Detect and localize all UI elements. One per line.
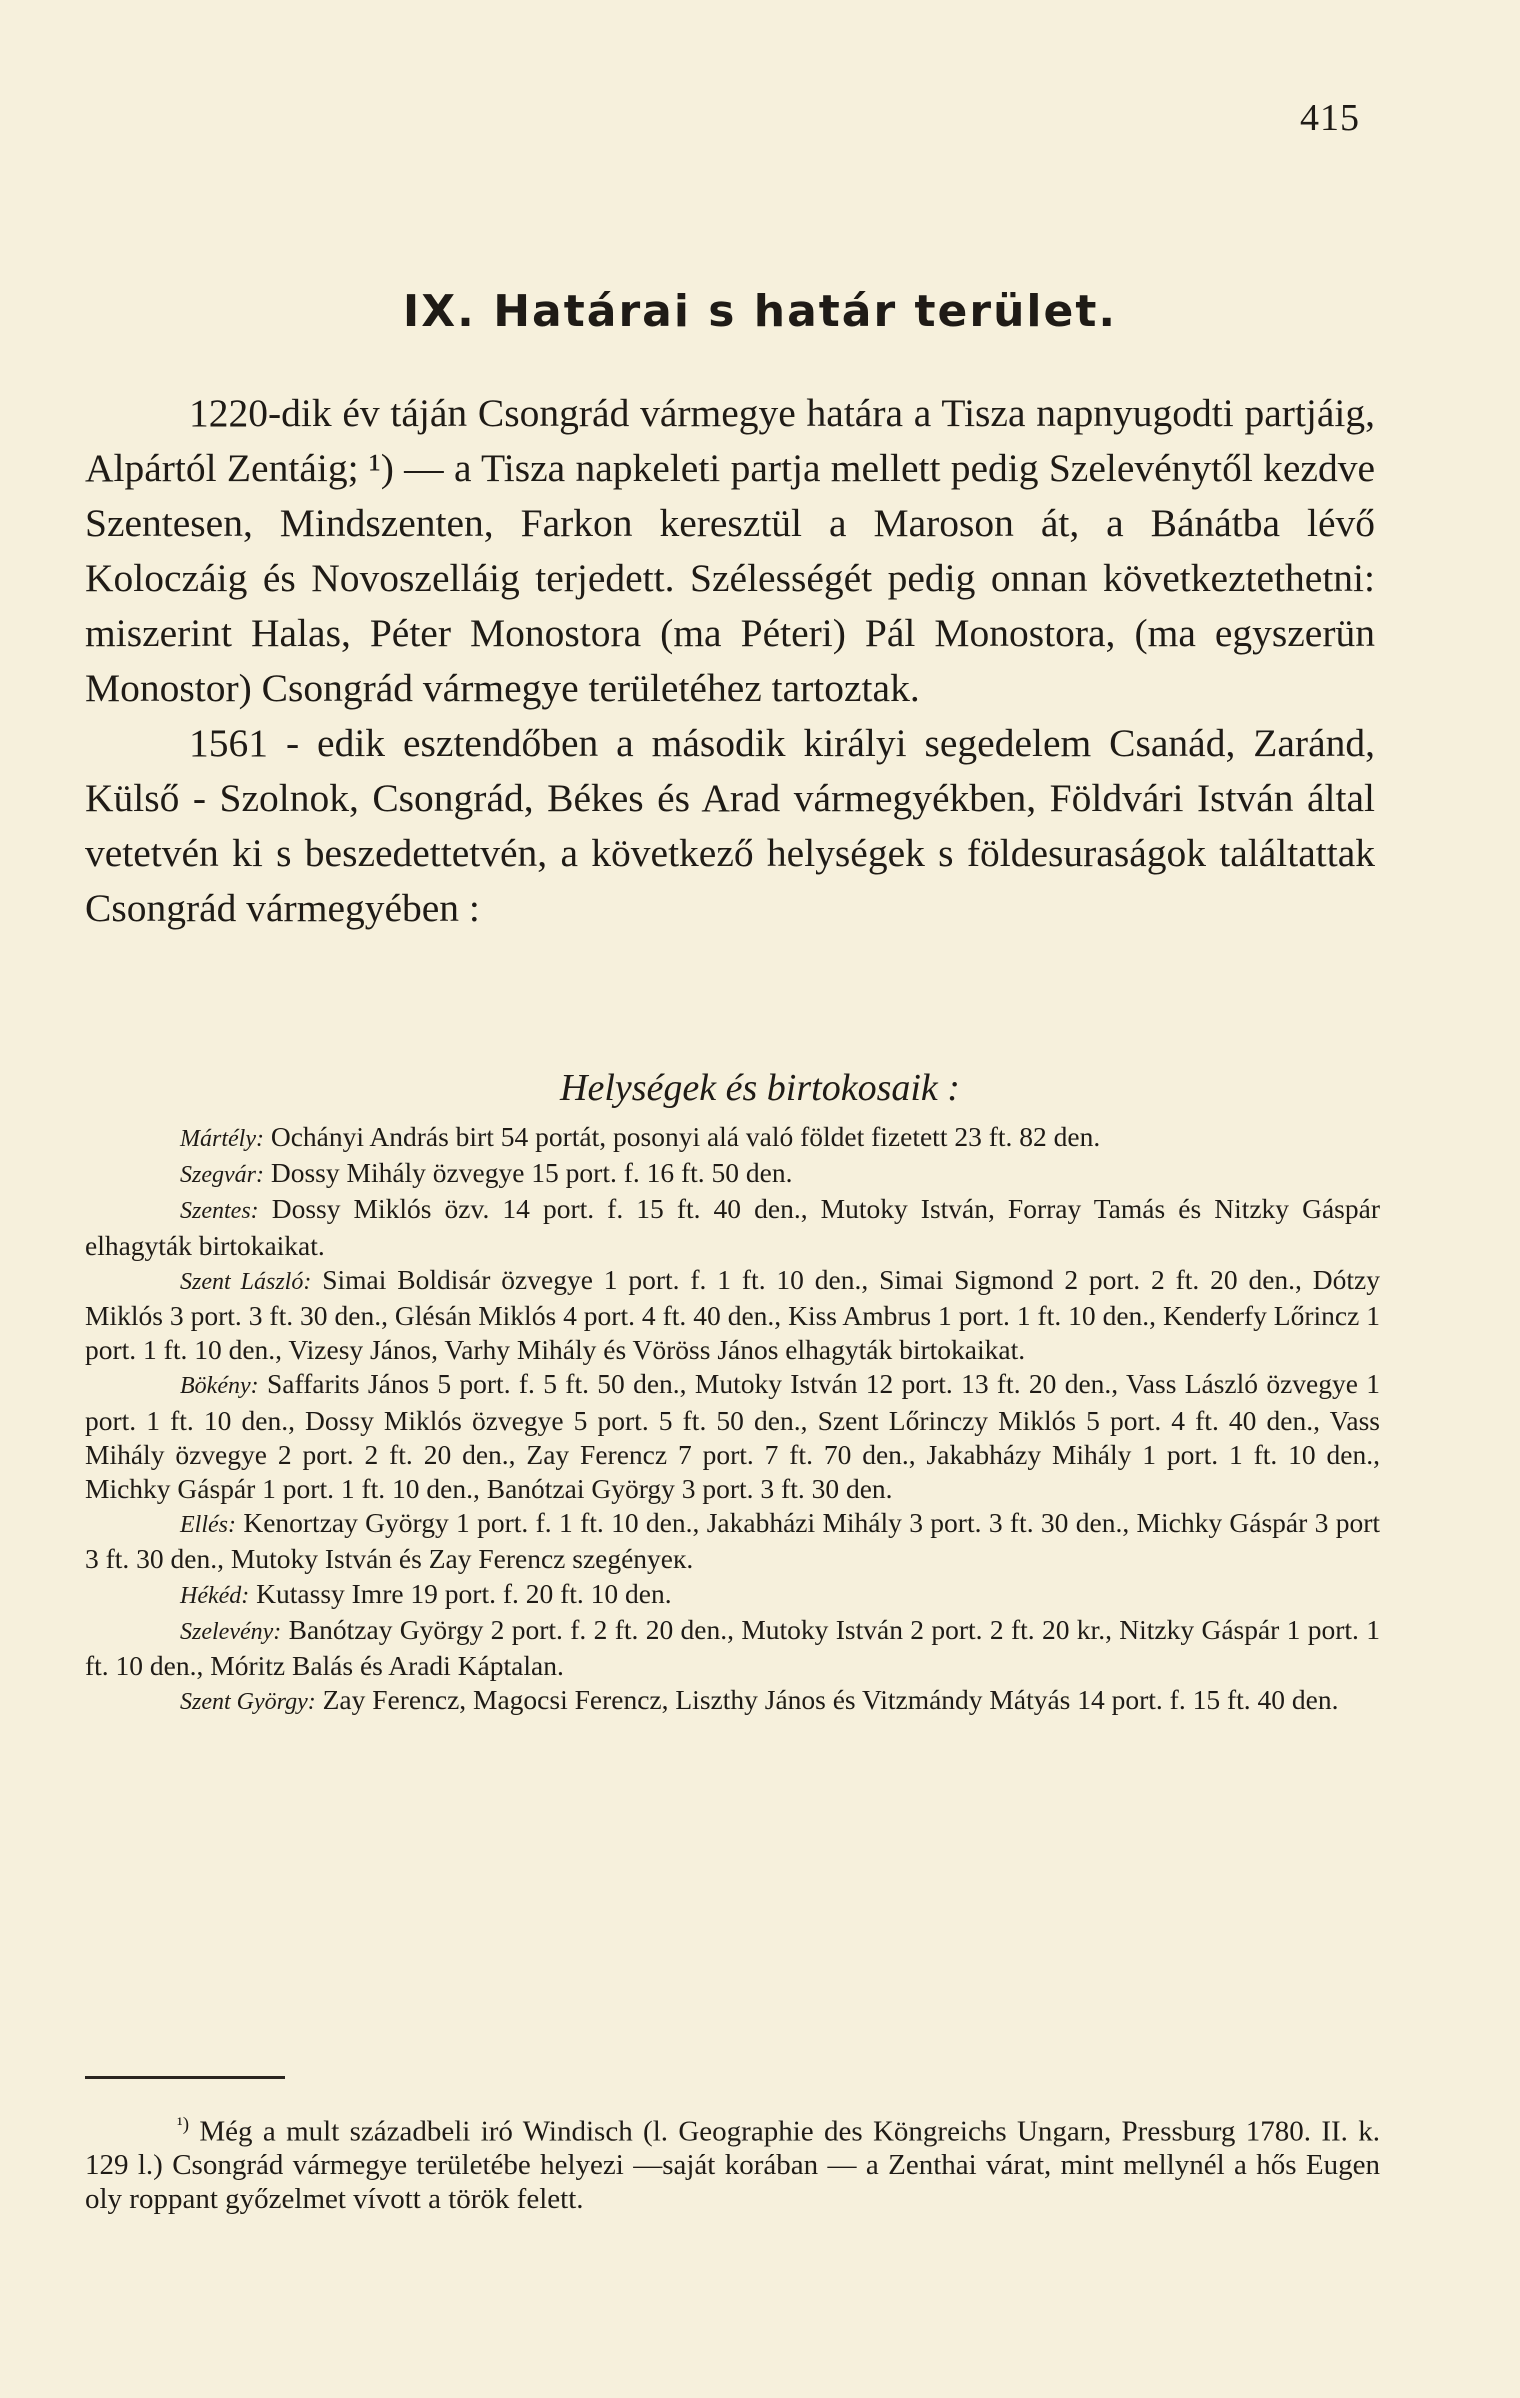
page-number: 415: [1300, 97, 1360, 139]
place-name: Szentes:: [180, 1198, 259, 1225]
entry-text: Kutassy Imre 19 port. f. 20 ft. 10 den.: [256, 1577, 672, 1609]
place-name: Szelevény:: [180, 1618, 282, 1645]
list-item: [85, 1367, 1380, 1506]
place-name: Szegvár:: [180, 1162, 264, 1189]
list-item: [85, 1192, 1380, 1262]
place-name: Bökény:: [180, 1373, 259, 1400]
footnote-divider: [85, 2076, 285, 2079]
entry-text: Zay Ferencz, Magocsi Ferencz, Liszthy János és Vitzmándy Mátyás 14 port. f. 15 ft. 40 den.: [322, 1684, 1339, 1716]
list-item: [85, 1577, 1380, 1613]
list-item: [85, 1156, 1380, 1192]
entry-text: Banótzay György 2 port. f. 2 ft. 20 den., Mutoky István 2 port. 2 ft. 20 kr., Nitzky Gáspár 1 port. 1 ft. 10 den., Móritz Balás és Aradi Káptalan.: [85, 1613, 1381, 1682]
footnote-text: Még a mult századbeli iró Windisch (l. Geographie des Köngreichs Ungarn, Pressburg 1780. II. k. 129 l.) Csongrád vármegye területébe helyezi —saját korában — a Zenthai várat, mint mellynél a hős Eugen oly roppant győzelmet vívott a török felett.: [85, 2115, 1381, 2215]
list-item: [85, 1613, 1380, 1683]
entry-text: Simai Boldisár özvegye 1 port. f. 1 ft. 10 den., Simai Sigmond 2 port. 2 ft. 20 den., Dótzy Miklós 3 port. 3 ft. 30 den., Glésán Miklós 4 port. 4 ft. 40 den., Kiss Ambrus 1 port. 1 ft. 10 den., Kenderfy Lőrincz 1 port. 1 ft. 10 den., Vizesy János, Varhy Mihály és Vöröss János elhagyták birtokaikat.: [85, 1263, 1380, 1366]
place-name: Hékéd:: [180, 1582, 250, 1609]
entry-text: Dossy Mihály özvegye 15 port. f. 16 ft. 50 den.: [270, 1157, 793, 1189]
entry-list: [85, 1120, 1380, 1719]
footnote: [85, 2108, 1380, 2216]
footnote-mark: ¹): [177, 2114, 190, 2135]
place-name: Szent László:: [180, 1268, 312, 1295]
entry-text: Dossy Miklós özv. 14 port. f. 15 ft. 40 den., Mutoky István, Forray Tamás és Nitzky Gáspár elhagyták birtokaikat.: [85, 1193, 1380, 1261]
list-item: [85, 1506, 1380, 1576]
entry-text: Ochányi András birt 54 portát, posonyi alá való földet fizetett 23 ft. 82 den.: [270, 1121, 1101, 1152]
list-item: [85, 1263, 1380, 1368]
entry-text: Kenortzay György 1 port. f. 1 ft. 10 den., Jakabházi Mihály 3 port. 3 ft. 30 den., Michky Gáspár 3 port 3 ft. 30 den., Mutoky István és Zay Ferencz szegényeк.: [85, 1507, 1381, 1575]
list-item: [85, 1120, 1380, 1156]
list-item: [85, 1683, 1380, 1719]
paragraph: 1220-dik év táján Csongrád vármegye határa a Tisza napnyugodti partjáig, Alpártól Zentáig; ¹) — a Tisza napkeleti partja mellett pedig Szelevénytől kezdve Szentesen, Mindszenten, Farkon keresztül a Maroson át, a Bánátba lévő Koloczáig és Novoszelláig terjedett. Szélességét pedig onnan következtethetni: miszerint Halas, Péter Monostora (ma Péteri) Pál Monostora, (ma egyszerün Monostor) Csongrád vármegye területéhez tartoztak.: [85, 391, 1375, 710]
place-name: Szent György:: [180, 1689, 316, 1716]
section-heading: Helységek és birtokosaik :: [560, 1067, 960, 1109]
place-name: Ellés:: [180, 1512, 236, 1539]
body-text: [85, 386, 1375, 936]
chapter-title: IX. Határai s határ terület.: [402, 286, 1118, 337]
place-name: Mártély:: [180, 1126, 264, 1152]
entry-text: Saffarits János 5 port. f. 5 ft. 50 den., Mutoky István 12 port. 13 ft. 20 den., Vass László özvegye 1 port. 1 ft. 10 den., Dossy Miklós özvegye 5 port. 5 ft. 50 den., Szent Lőrinczy Miklós 5 port. 4 ft. 40 den., Vass Mihály özvegye 2 port. 2 ft. 20 den., Zay Ferencz 7 port. 7 ft. 70 den., Jakabházy Mihály 1 port. 1 ft. 10 den., Michky Gáspár 1 port. 1 ft. 10 den., Banótzai György 3 port. 3 ft. 30 den.: [85, 1368, 1381, 1505]
paragraph: 1561 - edik esztendőben a második királyi segedelem Csanád, Zaránd, Külső - Szolnok, Csongrád, Békes és Arad vármegyékben, Földvári István által vetetvén ki s beszedettetvén, a következő helységek s földesuraságok találtattak Csongrád vármegyében :: [85, 721, 1375, 930]
